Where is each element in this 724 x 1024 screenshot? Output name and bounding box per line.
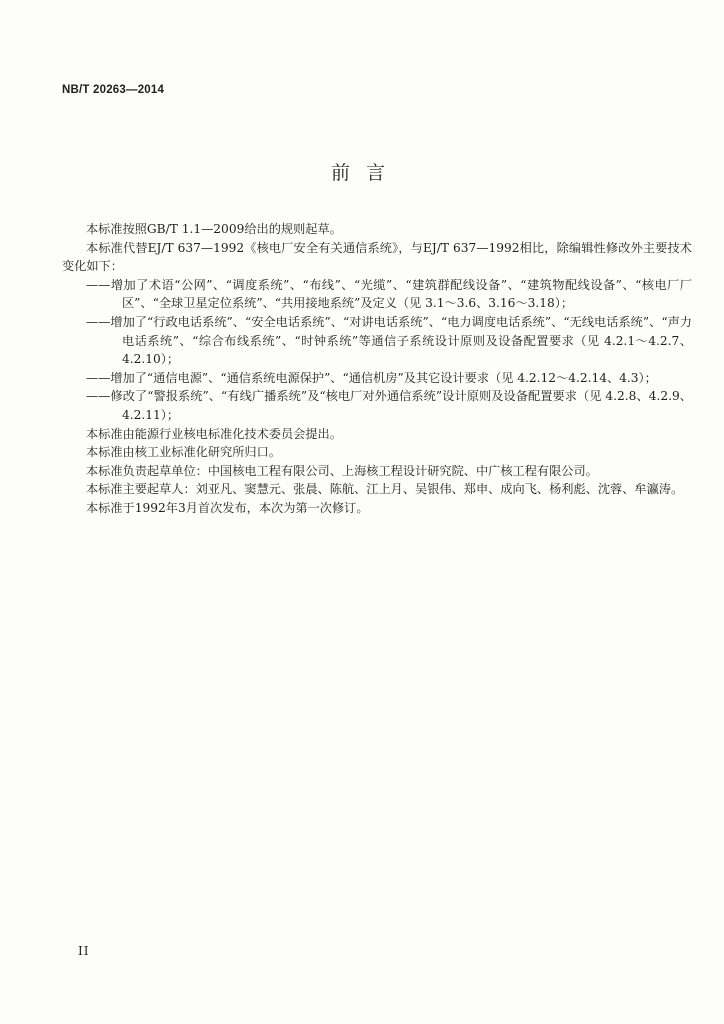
change-item: ——增加了术语“公网”、“调度系统”、“布线”、“光缆”、“建筑群配线设备”、“建筑物配线设备”、“核电厂厂区”、“全球卫星定位系统”、“共用接地系统”及定义（见 3.1～3.6、3.16～3.18）； [86, 277, 692, 311]
foreword-body [62, 220, 692, 518]
change-item: ——修改了“警报系统”、“有线广播系统”及“核电厂对外通信系统”设计原则及设备配置要求（见 4.2.8、4.2.9、4.2.11）； [86, 389, 692, 422]
paragraph-drafting-rules: 本标准按照GB/T 1.1—2009给出的规则起草。 [86, 222, 342, 236]
paragraph-drafters: 本标准主要起草人：刘亚凡、窦慧元、张晨、陈航、江上月、吴银伟、郑申、成向飞、杨利彪、沈蓉、牟瀛涛。 [86, 482, 684, 497]
change-item: ——增加了“通信电源”、“通信系统电源保护”、“通信机房”及其它设计要求（见 4.2.12～4.2.14、4.3）； [86, 370, 657, 385]
standard-code: NB/T 20263—2014 [62, 84, 165, 96]
paragraph-proposed-by: 本标准由能源行业核电标准化技术委员会提出。 [86, 426, 342, 441]
paragraph-administered-by: 本标准由核工业标准化研究所归口。 [86, 445, 281, 460]
paragraph-drafting-units: 本标准负责起草单位：中国核电工程有限公司、上海核工程设计研究院、中广核工程有限公司。 [86, 463, 598, 478]
paragraph-replacement: 本标准代替EJ/T 637—1992《核电厂安全有关通信系统》，与EJ/T 637—1992相比，除编辑性修改外主要技术变化如下： [62, 240, 692, 274]
page-number: II [78, 944, 90, 958]
change-item: ——增加了“行政电话系统”、“安全电话系统”、“对讲电话系统”、“电力调度电话系统”、“无线电话系统”、“声力电话系统”、“综合布线系统”、“时钟系统”等通信子系统设计原则及设备配置要求（见 4.2.1～4.2.7、4.2.10）； [86, 314, 692, 367]
page-title: 前言 [330, 162, 401, 184]
paragraph-publication-history: 本标准于1992年3月首次发布，本次为第一次修订。 [86, 500, 369, 515]
